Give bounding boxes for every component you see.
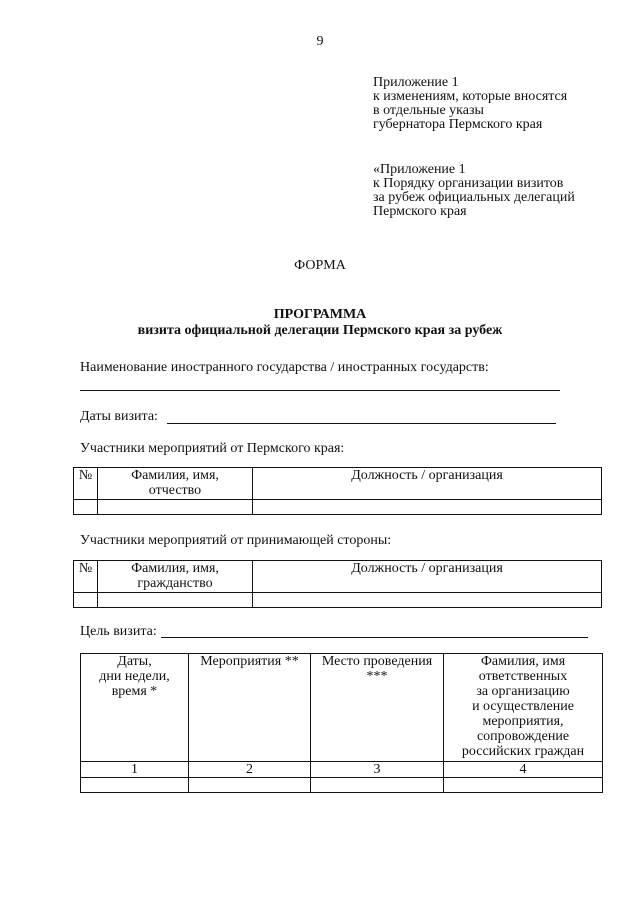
appendix-2-line: «Приложение 1 bbox=[373, 162, 466, 177]
appendix-2-header bbox=[373, 163, 575, 219]
document-title: ПРОГРАММА bbox=[273, 307, 367, 322]
table-header-row bbox=[74, 561, 602, 593]
appendix-1-line: в отдельные указы bbox=[373, 103, 484, 118]
column-number: 4 bbox=[444, 762, 603, 778]
country-label: Наименование иностранного государства / иностранных государств: bbox=[80, 360, 489, 375]
table-cell[interactable] bbox=[98, 593, 253, 608]
column-number: 3 bbox=[311, 762, 444, 778]
appendix-1-header bbox=[373, 76, 567, 132]
column-number: 2 bbox=[189, 762, 311, 778]
column-number: 1 bbox=[81, 762, 189, 778]
host-participants-label: Участники мероприятий от принимающей стороны: bbox=[80, 533, 392, 548]
column-header-position: Должность / организация bbox=[253, 468, 602, 500]
table-cell[interactable] bbox=[98, 500, 253, 515]
perm-participants-label: Участники мероприятий от Пермского края: bbox=[80, 441, 345, 456]
column-header-number: № bbox=[74, 468, 98, 500]
table-cell[interactable] bbox=[189, 778, 311, 793]
column-header-venue: Место проведения *** bbox=[311, 654, 444, 762]
table-row bbox=[81, 778, 603, 793]
table-number-row bbox=[81, 762, 603, 778]
program-table bbox=[80, 653, 603, 793]
country-field-line bbox=[80, 390, 560, 391]
appendix-2-line: Пермского края bbox=[373, 204, 467, 219]
table-cell[interactable] bbox=[253, 593, 602, 608]
perm-participants-table bbox=[73, 467, 602, 515]
table-cell[interactable] bbox=[81, 778, 189, 793]
table-header-row bbox=[81, 654, 603, 762]
column-header-dates: Даты, дни недели, время * bbox=[81, 654, 189, 762]
page-number: 9 bbox=[316, 34, 324, 49]
column-header-events: Мероприятия ** bbox=[189, 654, 311, 762]
column-header-number: № bbox=[74, 561, 98, 593]
dates-field-line bbox=[167, 423, 556, 424]
column-header-position: Должность / организация bbox=[253, 561, 602, 593]
column-header-responsible: Фамилия, имя ответственных за организацию и осуществление мероприятия, сопровождение российских граждан bbox=[444, 654, 603, 762]
table-cell[interactable] bbox=[74, 500, 98, 515]
appendix-1-line: Приложение 1 bbox=[373, 75, 459, 90]
form-label: ФОРМА bbox=[294, 258, 346, 273]
appendix-1-line: губернатора Пермского края bbox=[373, 117, 543, 132]
table-row bbox=[74, 500, 602, 515]
appendix-2-line: за рубеж официальных делегаций bbox=[373, 190, 575, 205]
column-header-name: Фамилия, имя, гражданство bbox=[98, 561, 253, 593]
table-header-row bbox=[74, 468, 602, 500]
document-subtitle: визита официальной делегации Пермского края за рубеж bbox=[137, 323, 503, 338]
host-participants-table bbox=[73, 560, 602, 608]
purpose-label: Цель визита: bbox=[80, 624, 157, 639]
table-cell[interactable] bbox=[253, 500, 602, 515]
appendix-1-line: к изменениям, которые вносятся bbox=[373, 89, 568, 104]
table-row bbox=[74, 593, 602, 608]
table-cell[interactable] bbox=[74, 593, 98, 608]
appendix-2-line: к Порядку организации визитов bbox=[373, 176, 564, 191]
dates-label: Даты визита: bbox=[80, 409, 158, 424]
table-cell[interactable] bbox=[444, 778, 603, 793]
purpose-field-line bbox=[161, 637, 588, 638]
column-header-name: Фамилия, имя, отчество bbox=[98, 468, 253, 500]
table-cell[interactable] bbox=[311, 778, 444, 793]
